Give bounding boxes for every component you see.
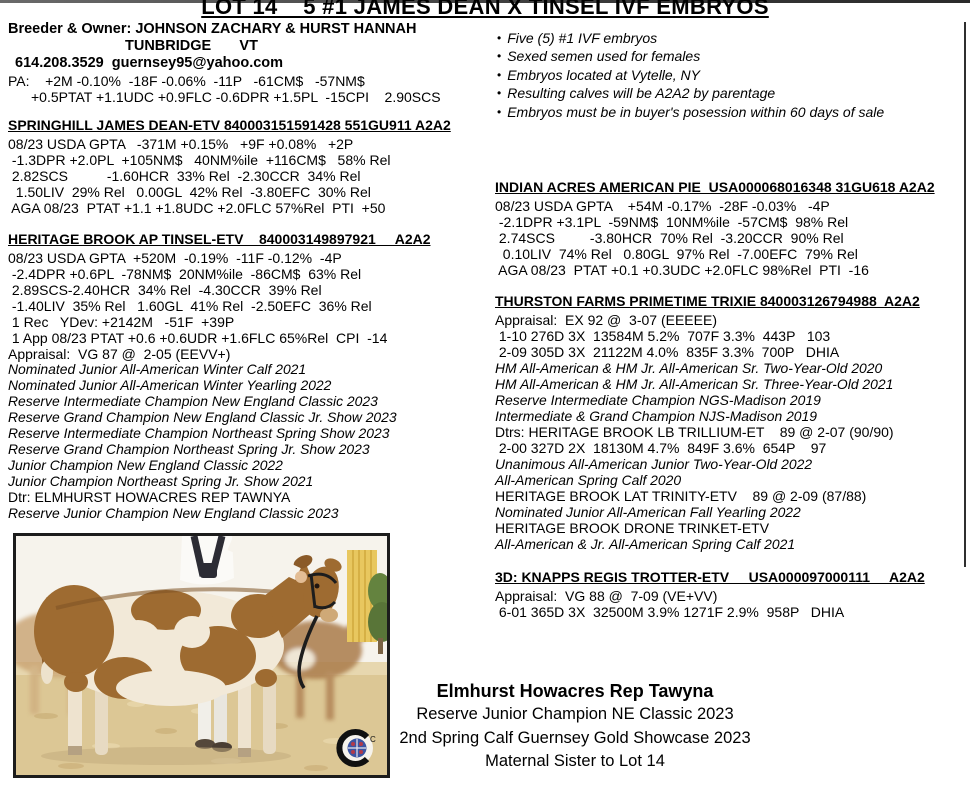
contact-line [15, 55, 283, 71]
sale-note: • Resulting calves will be A2A2 by parentage [497, 85, 776, 102]
sale-note: • Embryos located at Vytelle, NY [497, 66, 700, 83]
maternal-sire-header: INDIAN ACRES AMERICAN PIE USA000068016348 31GU618 A2A2 [495, 179, 935, 195]
lactation-line: 6-01 365D 3X 32500M 3.9% 1271F 2.9% 958P DHIA [495, 604, 845, 620]
email-address: guernsey95@yahoo.com [111, 55, 284, 71]
phone-number: 614.208.3529 [15, 55, 104, 71]
lot-photo [13, 533, 390, 778]
sale-notes [497, 29, 884, 121]
sire-stat-line: -1.3DPR +2.0PL +105NM$ 40NM%ile +116CM$ 58% Rel [8, 152, 391, 168]
sale-note: • Sexed semen used for females [497, 48, 701, 65]
award-line: Nominated Junior All-American Fall Yearling 2022 [495, 504, 801, 520]
dam-header: HERITAGE BROOK AP TINSEL-ETV 840003149897921 A2A2 [8, 231, 431, 247]
lot-title: LOT 14 5 #1 JAMES DEAN X TINSEL IVF EMBRYOS [201, 0, 769, 19]
award-line: Unanimous All-American Junior Two-Year-Old 2022 [495, 456, 813, 472]
lactation-line: 2-09 305D 3X 21122M 4.0% 835F 3.3% 700P DHIA [495, 344, 840, 360]
award-line: Reserve Intermediate Champion Northeast Spring Show 2023 [8, 425, 390, 441]
photo-caption [355, 679, 795, 774]
maternal-sire-stat-line: AGA 08/23 PTAT +0.1 +0.3UDC +2.0FLC 98%Rel PTI -16 [495, 262, 869, 278]
appraisal-line: Appraisal: VG 88 @ 7-09 (VE+VV) [495, 588, 718, 604]
award-line: Intermediate & Grand Champion NJS-Madison 2019 [495, 408, 817, 424]
pa-line-1: PA: +2M -0.10% -18F -0.06% -11P -61CM$ -57NM$ [8, 73, 365, 89]
maternal-sire-stat-line: -2.1DPR +3.1PL -59NM$ 10NM%ile -57CM$ 98% Rel [495, 214, 849, 230]
maternal-sire-stat-line: 0.10LIV 74% Rel 0.80GL 97% Rel -7.00EFC 79% Rel [495, 246, 858, 262]
award-line: Reserve Grand Champion New England Classic Jr. Show 2023 [8, 409, 397, 425]
daughter-line: Dtr: ELMHURST HOWACRES REP TAWNYA [8, 489, 291, 505]
caption-line: 2nd Spring Calf Guernsey Gold Showcase 2023 [399, 728, 751, 747]
award-line: HM All-American & HM Jr. All-American Sr. Two-Year-Old 2020 [495, 360, 883, 376]
dam-stat-line: 1 Rec YDev: +2142M -51F +39P [8, 314, 235, 330]
dam-stat-line: -1.40LIV 35% Rel 1.60GL 41% Rel -2.50EFC 36% Rel [8, 298, 372, 314]
caption-line: Maternal Sister to Lot 14 [485, 752, 665, 770]
bullet-icon: • [497, 31, 502, 45]
bullet-icon: • [497, 67, 502, 82]
sire-stat-line: 08/23 USDA GPTA -371M +0.15% +9F +0.08% +2P [8, 136, 354, 152]
lactation-line: 1-10 276D 3X 13584M 5.2% 707F 3.3% 443P 103 [495, 328, 831, 344]
dam-stat-line: Appraisal: VG 87 @ 2-05 (EEVV+) [8, 346, 231, 362]
maternal-sire-stats [495, 198, 869, 278]
bullet-icon: • [497, 86, 502, 101]
appraisal-line: Appraisal: EX 92 @ 3-07 (EEEEE) [495, 312, 717, 328]
granddam-header: THURSTON FARMS PRIMETIME TRIXIE 840003126794988 A2A2 [495, 293, 920, 309]
third-dam-details [495, 588, 844, 620]
sire-stats [8, 136, 390, 216]
sire-header: SPRINGHILL JAMES DEAN-ETV 840003151591428 551GU911 A2A2 [8, 117, 451, 133]
maternal-sire-stat-line: 2.74SCS -3.80HCR 70% Rel -3.20CCR 90% Rel [495, 230, 844, 246]
page-right-edge [964, 22, 966, 567]
caption-line: Reserve Junior Champion NE Classic 2023 [416, 705, 734, 723]
bullet-icon: • [497, 104, 502, 119]
granddam-details [495, 312, 894, 552]
award-line: HM All-American & HM Jr. All-American Sr. Three-Year-Old 2021 [495, 376, 894, 392]
herd-location: TUNBRIDGE VT [125, 38, 258, 54]
maternal-sire-stat-line: 08/23 USDA GPTA +54M -0.17% -28F -0.03% -4P [495, 198, 830, 214]
dam-stat-line: 08/23 USDA GPTA +520M -0.19% -11F -0.12% -4P [8, 250, 342, 266]
award-line: Reserve Grand Champion Northeast Spring Jr. Show 2023 [8, 441, 370, 457]
award-line: Nominated Junior All-American Winter Calf 2021 [8, 361, 307, 377]
sale-note: • Five (5) #1 IVF embryos [497, 30, 658, 46]
sire-stat-line: AGA 08/23 PTAT +1.1 +1.8UDC +2.0FLC 57%Rel PTI +50 [8, 200, 386, 216]
show-ring-photo [16, 536, 387, 775]
watermark-letter: C [370, 735, 376, 744]
award-line: All-American & Jr. All-American Spring Calf 2021 [495, 536, 796, 552]
sire-stat-line: 2.82SCS -1.60HCR 33% Rel -2.30CCR 34% Rel [8, 168, 361, 184]
award-line: Junior Champion Northeast Spring Jr. Show 2021 [8, 473, 314, 489]
dam-stat-line: -2.4DPR +0.6PL -78NM$ 20NM%ile -86CM$ 63% Rel [8, 266, 362, 282]
bullet-icon: • [497, 49, 502, 64]
dam-stat-line: 1 App 08/23 PTAT +0.6 +0.6UDR +1.6FLC 65%Rel CPI -14 [8, 330, 388, 346]
award-line: Reserve Intermediate Champion New England Classic 2023 [8, 393, 378, 409]
breeder-owner: Breeder & Owner: JOHNSON ZACHARY & HURST HANNAH [8, 21, 417, 37]
award-line: Nominated Junior All-American Winter Yearling 2022 [8, 377, 332, 393]
sire-stat-line: 1.50LIV 29% Rel 0.00GL 42% Rel -3.80EFC 30% Rel [8, 184, 371, 200]
award-line: Reserve Junior Champion New England Classic 2023 [8, 505, 339, 521]
daughter-line: HERITAGE BROOK LAT TRINITY-ETV 89 @ 2-09 (87/88) [495, 488, 867, 504]
lactation-line: 2-00 327D 2X 18130M 4.7% 849F 3.6% 654P 97 [495, 440, 827, 456]
award-line: All-American Spring Calf 2020 [495, 472, 682, 488]
dam-stats [8, 250, 387, 362]
dam-awards [8, 361, 397, 521]
sale-note: • Embryos must be in buyer's posession within 60 days of sale [497, 103, 885, 120]
dam-stat-line: 2.89SCS-2.40HCR 34% Rel -4.30CCR 39% Rel [8, 282, 322, 298]
third-dam-header: 3D: KNAPPS REGIS TROTTER-ETV USA000097000111 A2A2 [495, 569, 925, 585]
pa-line-2: +0.5PTAT +1.1UDC +0.9FLC -0.6DPR +1.5PL -15CPI 2.90SCS [31, 89, 441, 105]
caption-title: Elmhurst Howacres Rep Tawyna [436, 681, 714, 701]
award-line: Reserve Intermediate Champion NGS-Madison 2019 [495, 392, 821, 408]
award-line: Junior Champion New England Classic 2022 [8, 457, 283, 473]
daughter-line: HERITAGE BROOK DRONE TRINKET-ETV [495, 520, 770, 536]
daughter-line: Dtrs: HERITAGE BROOK LB TRILLIUM-ET 89 @ 2-07 (90/90) [495, 424, 894, 440]
